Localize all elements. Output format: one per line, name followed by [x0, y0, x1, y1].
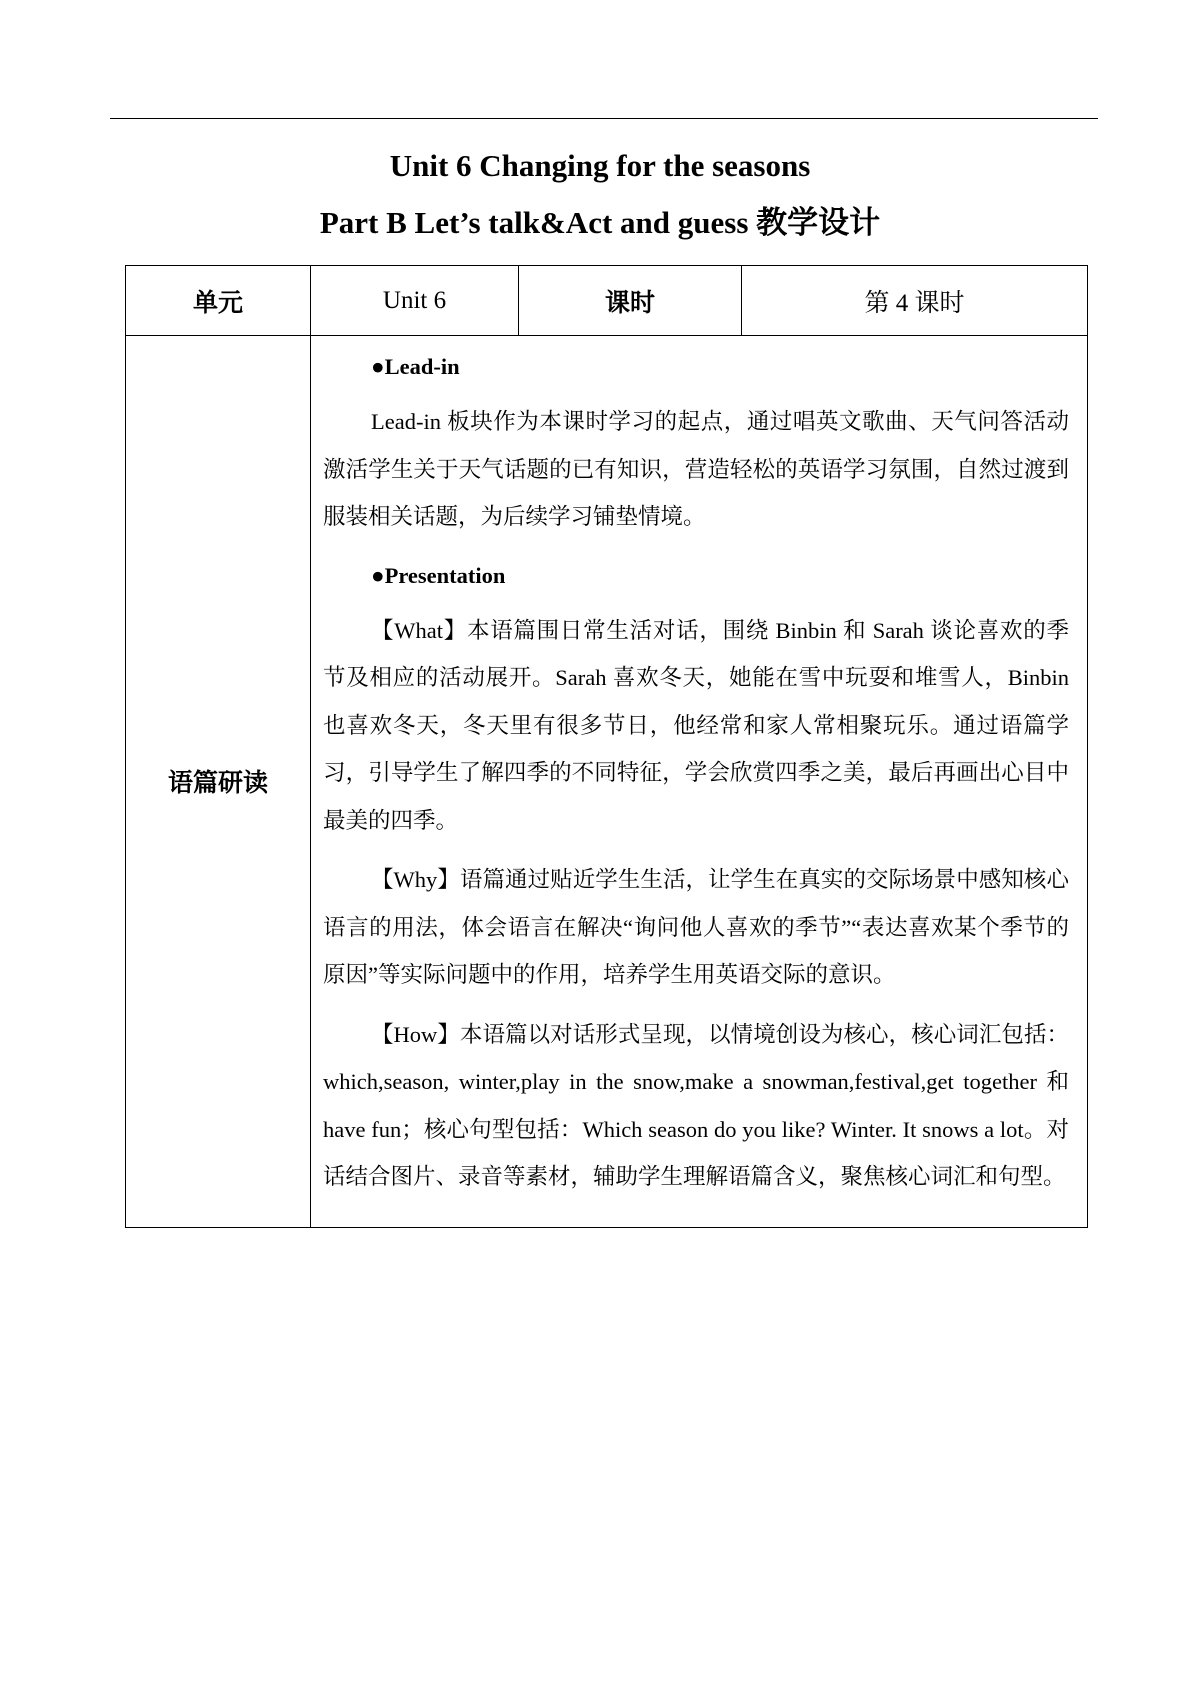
- lead-in-text: Lead-in 板块作为本课时学习的起点，通过唱英文歌曲、天气问答活动激活学生关于天气话题的已有知识，营造轻松的英语学习氛围，自然过渡到服装相关话题，为后续学习铺垫情境。: [323, 409, 1069, 529]
- document-subtitle: Part B Let’s talk&Act and guess 教学设计: [319, 205, 881, 240]
- section-label: 语篇研读: [126, 336, 311, 1228]
- unit-value: Unit 6: [311, 266, 519, 336]
- lesson-label: 课时: [519, 266, 742, 336]
- what-paragraph: 【What】本语篇围日常生活对话，围绕 Binbin 和 Sarah 谈论喜欢的季节及相应的活动展开。Sarah 喜欢冬天，她能在雪中玩耍和堆雪人，Binbin 也喜欢冬天，冬天里有很多节日，他经常和家人常相聚玩乐。通过语篇学习，引导学生了解四季的不同特征，学会欣赏四季之美，最后再画出心目中最美的四季。: [323, 617, 1069, 833]
- unit-label: 单元: [126, 266, 311, 336]
- why-paragraph: 【Why】语篇通过贴近学生生活，让学生在真实的交际场景中感知核心语言的用法，体会语言在解决“询问他人喜欢的季节”“表达喜欢某个季节的原因”等实际问题中的作用，培养学生用英语交际的意识。: [323, 867, 1069, 987]
- header-rule: [110, 118, 1098, 119]
- section-content: [311, 336, 1088, 1228]
- presentation-heading: ●Presentation: [371, 562, 506, 588]
- lead-in-heading: ●Lead-in: [371, 354, 460, 379]
- table-body-row: [126, 336, 1088, 1228]
- lesson-value: 第 4 课时: [742, 266, 1088, 336]
- how-paragraph: 【How】本语篇以对话形式呈现，以情境创设为核心，核心词汇包括：which,season, winter,play in the snow,make a snowman,festival,get together 和 have fun；核心句型包括：Which season do you like? Winter. It snows a lot。对话结合图片、录音等素材，辅助学生理解语篇含义，聚焦核心词汇和句型。: [323, 1021, 1069, 1189]
- lesson-plan-table: [125, 265, 1088, 1228]
- table-header-row: [126, 266, 1088, 336]
- document-title: Unit 6 Changing for the seasons: [389, 148, 811, 183]
